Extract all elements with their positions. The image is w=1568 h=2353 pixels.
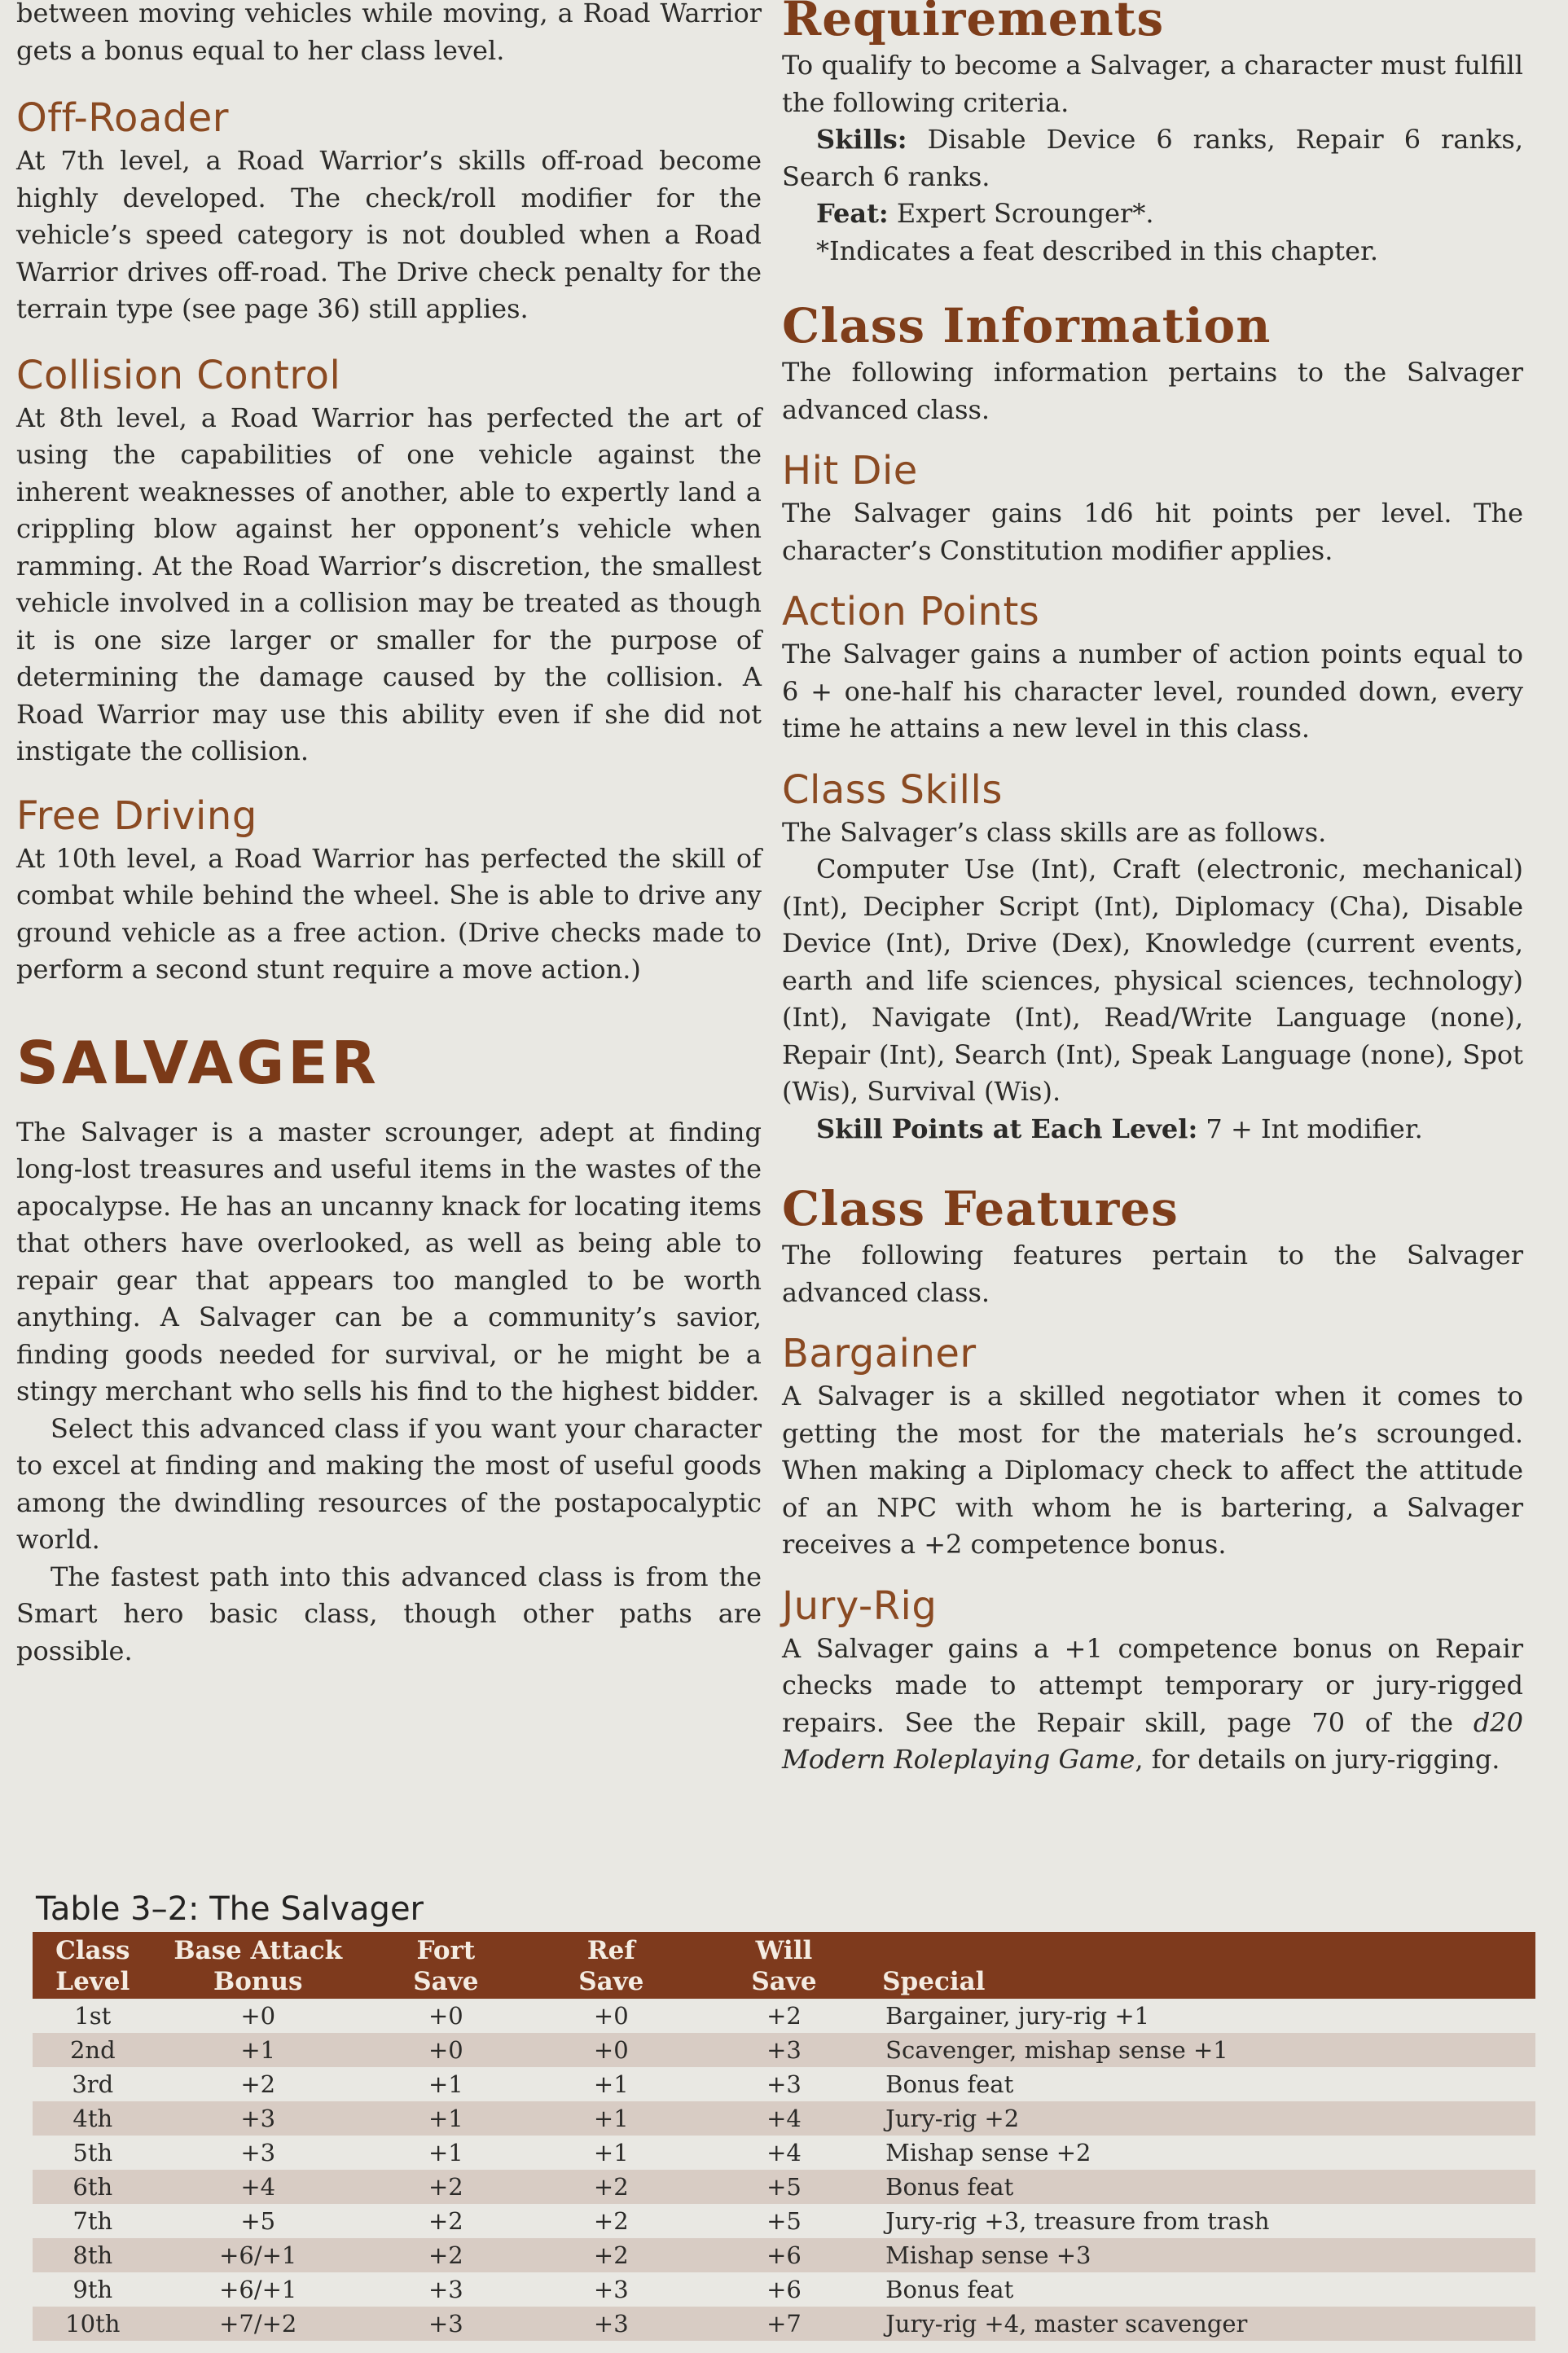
- jury-rig-text-b: , for details on jury-rigging.: [1135, 1744, 1500, 1775]
- cell-ref: +0: [593, 2002, 629, 2030]
- skill-points-line: [782, 1111, 1523, 1148]
- heading-jury-rig: Jury-Rig: [782, 1583, 938, 1629]
- cell-will: +6: [766, 2241, 802, 2269]
- cell-special: Jury-rig +4, master scavenger: [885, 2310, 1248, 2338]
- cell-ref: +3: [593, 2276, 629, 2303]
- cell-fort: +1: [428, 2105, 463, 2132]
- heading-free-driving: Free Driving: [16, 792, 257, 839]
- cell-will: +4: [766, 2139, 802, 2166]
- cell-will: +2: [766, 2002, 802, 2030]
- paragraph-bargainer: A Salvager is a skilled negotiator when it comes to getting the most for the materials he’s scrounged. When making a Diplomacy check to affect the attitude of an NPC with whom he is bartering, a Salvager receives a +2 competence bonus.: [782, 1381, 1523, 1560]
- cell-bab: +7/+2: [219, 2310, 297, 2338]
- header-base-attack: Base Attack Bonus: [173, 1936, 343, 1996]
- heading-salvager: SALVAGER: [16, 1028, 380, 1097]
- cell-fort: +0: [428, 2002, 463, 2030]
- paragraph-collision-control: At 8th level, a Road Warrior has perfected the art of using the capabilities of one vehicle against the inherent weaknesses of another, able to expertly land a crippling blow against her opponent’s vehicle when ramming. At the Road Warrior’s discretion, the smallest vehicle involved in a collision may be treated as though it is one size larger or smaller for the purpose of determining the damage caused by the collision. A Road Warrior may use this ability even if she did not instigate the collision.: [16, 402, 762, 766]
- heading-class-skills: Class Skills: [782, 766, 1003, 813]
- salvager-table: [33, 1932, 1535, 2341]
- heading-class-information: Class Information: [782, 298, 1272, 353]
- header-class-level: Class Level: [55, 1936, 130, 1996]
- jury-rig-book-title: d20 Modern Roleplaying Game: [782, 1706, 1524, 1775]
- cell-will: +6: [766, 2276, 802, 2303]
- cell-bab: +0: [240, 2002, 276, 2030]
- paragraph-class-skills-list: Computer Use (Int), Craft (electronic, mechanical) (Int), Decipher Script (Int), Diplomacy (Cha), Disable Device (Int), Drive (Dex), Knowledge (current events, earth and life sciences, physical sciences, technology) (Int), Navigate (Int), Read/Write Language (none), Repair (Int), Search (Int), Speak Language (none), Spot (Wis), Survival (Wis).: [782, 854, 1523, 1107]
- paragraph-salvager-select: Select this advanced class if you want your character to excel at finding and making the most of useful goods among the dwindling resources of the postapocalyptic world.: [16, 1412, 762, 1555]
- header-special: Special: [882, 1967, 986, 1996]
- cell-level: 2nd: [69, 2036, 116, 2064]
- table-row: [33, 2307, 1535, 2341]
- cell-level: 1st: [74, 2002, 112, 2030]
- paragraph-road-warrior-bonus: between moving vehicles while moving, a Road Warrior gets a bonus equal to her class level.: [16, 0, 762, 66]
- heading-class-features: Class Features: [782, 1181, 1179, 1236]
- paragraph-salvager-intro: The Salvager is a master scrounger, adept at finding long-lost treasures and useful items in the wastes of the apocalypse. He has an uncanny knack for locating items that others have overlooked, as well as being able to repair gear that appears too mangled to be worth anything. A Salvager can be a community’s savior, finding goods needed for survival, or he might be a stingy merchant who sells his find to the highest bidder.: [16, 1116, 762, 1407]
- table-row: [33, 2272, 1535, 2307]
- paragraph-salvager-path: The fastest path into this advanced class is from the Smart hero basic class, though other paths are possible.: [16, 1561, 762, 1666]
- table-row: [33, 2067, 1535, 2101]
- cell-special: Jury-rig +3, treasure from trash: [885, 2207, 1270, 2235]
- cell-will: +3: [766, 2070, 802, 2098]
- cell-fort: +2: [428, 2173, 463, 2201]
- cell-level: 4th: [72, 2105, 113, 2132]
- table-row: [33, 2238, 1535, 2272]
- cell-bab: +6/+1: [219, 2276, 297, 2303]
- requirement-feat: [782, 195, 1523, 233]
- table-header-row: [33, 1932, 1535, 1999]
- requirement-skills-value: Disable Device 6 ranks, Repair 6 ranks, Search 6 ranks.: [782, 124, 1524, 192]
- header-fort-save: Fort Save: [413, 1936, 479, 1996]
- cell-ref: +1: [593, 2105, 629, 2132]
- requirement-feat-note: *Indicates a feat described in this chapter.: [816, 235, 1379, 266]
- heading-requirements: Requirements: [782, 0, 1165, 46]
- requirement-feat-label: Feat:: [816, 198, 889, 229]
- requirement-skills: [782, 121, 1523, 195]
- cell-bab: +2: [240, 2070, 276, 2098]
- table-row: [33, 2204, 1535, 2238]
- cell-ref: +1: [593, 2070, 629, 2098]
- cell-special: Scavenger, mishap sense +1: [885, 2036, 1228, 2064]
- paragraph-class-skills-intro: The Salvager’s class skills are as follows.: [782, 816, 1327, 848]
- cell-level: 6th: [72, 2173, 113, 2201]
- cell-level: 7th: [72, 2207, 113, 2235]
- cell-bab: +3: [240, 2105, 276, 2132]
- paragraph-off-roader: At 7th level, a Road Warrior’s skills off-road become highly developed. The check/roll modifier for the vehicle’s speed category is not doubled when a Road Warrior drives off-road. The Drive check penalty for the terrain type (see page 36) still applies.: [16, 145, 762, 324]
- cell-ref: +2: [593, 2207, 629, 2235]
- cell-will: +4: [766, 2105, 802, 2132]
- heading-off-roader: Off-Roader: [16, 95, 229, 141]
- cell-special: Bonus feat: [885, 2173, 1014, 2201]
- cell-ref: +2: [593, 2173, 629, 2201]
- cell-will: +5: [766, 2207, 802, 2235]
- cell-fort: +3: [428, 2276, 463, 2303]
- cell-bab: +1: [240, 2036, 276, 2064]
- table-row: [33, 2101, 1535, 2136]
- cell-special: Bonus feat: [885, 2276, 1014, 2303]
- cell-fort: +2: [428, 2241, 463, 2269]
- cell-ref: +0: [593, 2036, 629, 2064]
- cell-bab: +3: [240, 2139, 276, 2166]
- skill-points-label: Skill Points at Each Level:: [816, 1113, 1198, 1144]
- header-ref-save: Ref Save: [578, 1936, 644, 1996]
- table-row: [33, 1999, 1535, 2033]
- paragraph-class-features: The following features pertain to the Salvager advanced class.: [782, 1240, 1523, 1308]
- left-column: [16, 0, 762, 1670]
- cell-level: 9th: [72, 2276, 113, 2303]
- cell-bab: +6/+1: [219, 2241, 297, 2269]
- cell-fort: +1: [428, 2139, 463, 2166]
- salvager-table-section: [33, 1888, 1535, 2341]
- cell-level: 3rd: [72, 2070, 114, 2098]
- cell-will: +3: [766, 2036, 802, 2064]
- cell-fort: +1: [428, 2070, 463, 2098]
- cell-ref: +2: [593, 2241, 629, 2269]
- paragraph-jury-rig: [782, 1631, 1523, 1779]
- cell-fort: +3: [428, 2310, 463, 2338]
- requirement-skills-label: Skills:: [816, 124, 907, 155]
- table-caption: Table 3–2: The Salvager: [36, 1890, 424, 1928]
- paragraph-hit-die: The Salvager gains 1d6 hit points per level. The character’s Constitution modifier applies.: [782, 498, 1523, 566]
- cell-special: Mishap sense +2: [885, 2139, 1091, 2166]
- paragraph-requirements-intro: To qualify to become a Salvager, a character must fulfill the following criteria.: [782, 50, 1523, 118]
- cell-special: Bonus feat: [885, 2070, 1014, 2098]
- cell-fort: +0: [428, 2036, 463, 2064]
- paragraph-action-points: The Salvager gains a number of action points equal to 6 + one-half his character level, rounded down, every time he attains a new level in this class.: [782, 639, 1523, 744]
- paragraph-free-driving: At 10th level, a Road Warrior has perfected the skill of combat while behind the wheel. She is able to drive any ground vehicle as a free action. (Drive checks made to perform a second stunt require a move action.): [16, 842, 762, 985]
- right-column: [782, 0, 1523, 1779]
- paragraph-class-information: The following information pertains to the Salvager advanced class.: [782, 357, 1523, 425]
- table-row: [33, 2033, 1535, 2067]
- jury-rig-text-a: A Salvager gains a +1 competence bonus on Repair checks made to attempt temporary or jury-rigged repairs. See the Repair skill, page 70 of the: [782, 1632, 1523, 1738]
- heading-action-points: Action Points: [782, 589, 1040, 634]
- cell-fort: +2: [428, 2207, 463, 2235]
- cell-bab: +4: [240, 2173, 276, 2201]
- table-row: [33, 2170, 1535, 2204]
- cell-special: Jury-rig +2: [885, 2105, 1020, 2132]
- cell-ref: +1: [593, 2139, 629, 2166]
- cell-bab: +5: [240, 2207, 276, 2235]
- cell-level: 5th: [72, 2139, 113, 2166]
- cell-special: Bargainer, jury-rig +1: [885, 2002, 1150, 2030]
- cell-level: 10th: [65, 2310, 121, 2338]
- cell-ref: +3: [593, 2310, 629, 2338]
- heading-collision-control: Collision Control: [16, 352, 341, 398]
- cell-special: Mishap sense +3: [885, 2241, 1091, 2269]
- skill-points-value: 7 + Int modifier.: [1206, 1113, 1423, 1144]
- heading-hit-die: Hit Die: [782, 448, 918, 494]
- heading-bargainer: Bargainer: [782, 1331, 977, 1376]
- cell-level: 8th: [72, 2241, 113, 2269]
- requirement-feat-value: Expert Scrounger*.: [896, 198, 1154, 229]
- cell-will: +7: [766, 2310, 802, 2338]
- header-will-save: Will Save: [751, 1936, 817, 1996]
- cell-will: +5: [766, 2173, 802, 2201]
- table-row: [33, 2136, 1535, 2170]
